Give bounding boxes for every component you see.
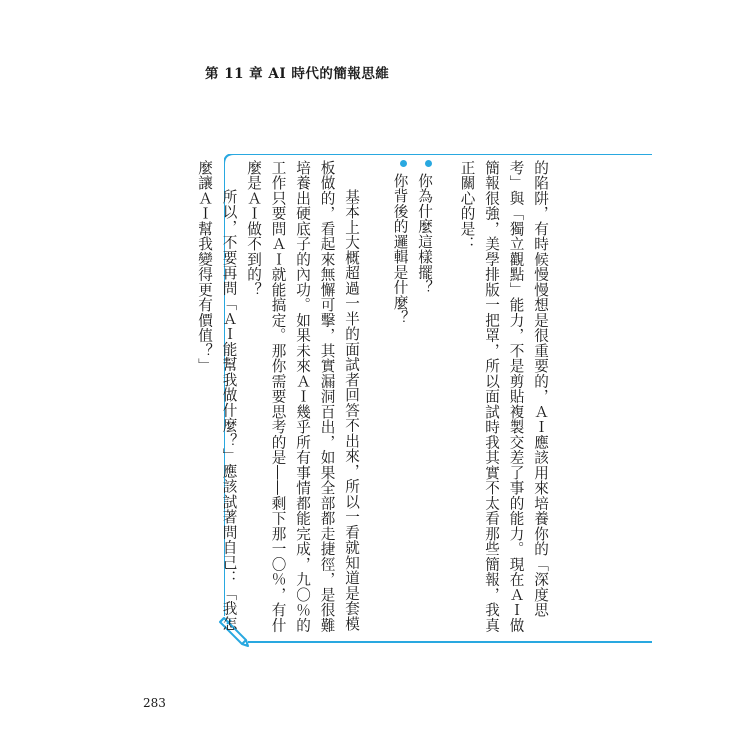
list-item bbox=[412, 160, 437, 640]
running-head: 第 11 章 AI 時代的簡報思維 bbox=[205, 66, 390, 82]
list-item bbox=[387, 160, 412, 640]
bullet-dot-icon bbox=[425, 160, 432, 167]
paragraph-2: 基本上大概超過一半的面試者回答不出來，所以一看就知道是套模板做的，看起來無懈可擊，其實漏洞百出，如果全部都走捷徑，是很難培養出硬底子的內功。如果未來ＡＩ幾乎所有事情都能完成，九〇％的工作只要問ＡＩ就能搞定。那你需要思考的是――剩下那一〇％，有什麼是ＡＩ做不到的？ bbox=[245, 160, 360, 633]
body-text bbox=[196, 160, 552, 640]
paragraph-3: 所以，不要再問「ＡＩ能幫我做什麼？」應該試著問自己：「我怎麼讓ＡＩ幫我變得更有價值？」 bbox=[196, 160, 238, 632]
page-number: 283 bbox=[143, 696, 166, 710]
paragraph-1: 的陷阱，有時候慢慢想是很重要的，ＡＩ應該用來培養你的「深度思考」與「獨立觀點」能力，不是剪貼複製交差了事的能力。現在ＡＩ做簡報很強，美學排版一把罩，所以面試時我其實不太看那些簡報，我真正關心的是： bbox=[458, 160, 549, 633]
bullet-text: 你背後的邏輯是什麼？ bbox=[391, 173, 409, 326]
bullet-list bbox=[387, 160, 436, 640]
bullet-text: 你為什麼這樣擺？ bbox=[416, 173, 433, 295]
bullet-dot-icon bbox=[400, 160, 407, 167]
